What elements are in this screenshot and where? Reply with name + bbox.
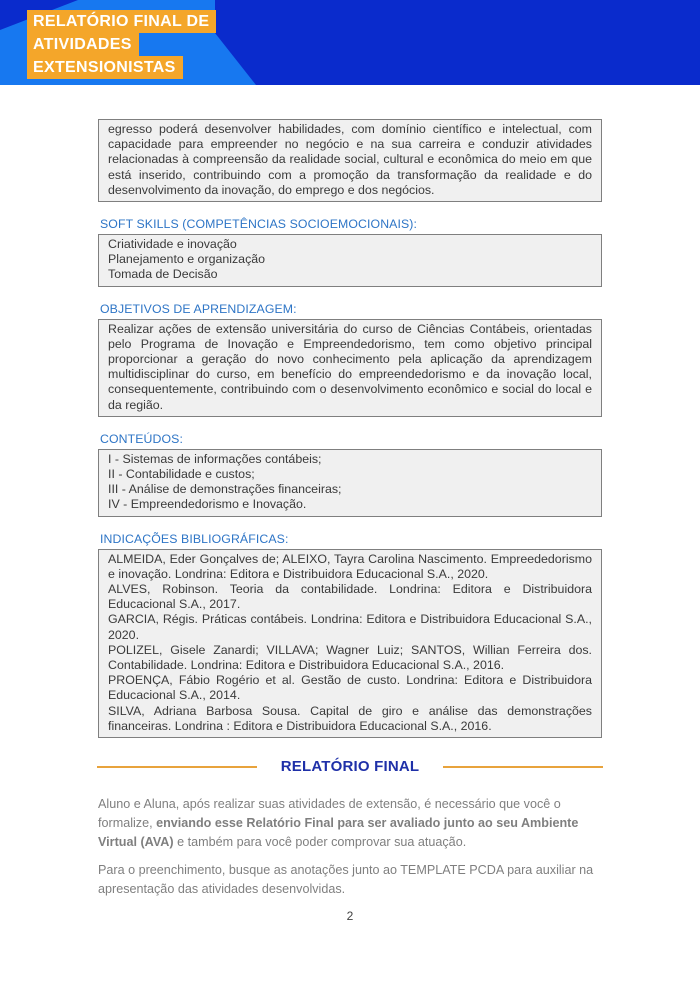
- footer-note-1-bold: enviando esse Relatório Final para ser avaliado junto ao seu Ambiente Virtual (AVA): [98, 816, 579, 850]
- section-contents: [98, 432, 602, 517]
- bibliography-entry: SILVA, Adriana Barbosa Sousa. Capital de giro e análise das demonstrações financeiras. Londrina : Editora e Distribuidora Educacional S.A., 2016.: [108, 703, 592, 733]
- footer-note-1-text-end: e também para você poder comprovar sua atuação.: [173, 835, 467, 850]
- section-soft-skills: [98, 217, 602, 287]
- soft-skills-box: [98, 234, 602, 287]
- footer-note-1: [98, 795, 602, 852]
- soft-skill-item: Criatividade e inovação: [108, 237, 237, 252]
- final-report-title: RELATÓRIO FINAL: [280, 758, 420, 776]
- footer-note-1-text: Aluno e Aluna, após realizar suas atividades de extensão, é necessário que você o formalize,: [98, 797, 561, 831]
- section-learning-objectives: [98, 302, 602, 417]
- bibliography-entry: ALVES, Robinson. Teoria da contabilidade. Londrina: Editora e Distribuidora Educacional S.A., 2017.: [108, 582, 592, 612]
- page-number: 2: [346, 909, 354, 924]
- content-item: II - Contabilidade e custos;: [108, 467, 255, 482]
- bibliography-box: [98, 549, 602, 738]
- final-report-divider: [98, 758, 602, 775]
- bibliography-entry: GARCIA, Régis. Práticas contábeis. Londrina: Editora e Distribuidora Educacional S.A., 2020.: [108, 612, 592, 642]
- contents-heading: CONTEÚDOS:: [100, 431, 183, 446]
- report-title-line-2: ATIVIDADES: [27, 33, 139, 56]
- soft-skills-heading: SOFT SKILLS (COMPETÊNCIAS SOCIOEMOCIONAIS):: [100, 217, 418, 232]
- bibliography-entry: ALMEIDA, Eder Gonçalves de; ALEIXO, Tayra Carolina Nascimento. Empreededorismo e inovação. Londrina: Editora e Distribuidora Educacional S.A., 2020.: [108, 551, 592, 581]
- content-item: I - Sistemas de informações contábeis;: [108, 451, 322, 466]
- report-title-line-3: EXTENSIONISTAS: [27, 56, 183, 79]
- content-column: [98, 119, 602, 899]
- intro-continuation-box: egresso poderá desenvolver habilidades, com domínio científico e intelectual, com capacidade para empreender no negócio e na sua carreira e conduzir atividades relacionadas à compreensão da realidade social, cultural e econômica do meio em que está inserido, contribuindo com a promoção da transformação da realidade e do desenvolvimento da inovação, do emprego e dos negócios.: [98, 119, 602, 202]
- learning-objectives-heading: OBJETIVOS DE APRENDIZAGEM:: [100, 301, 297, 316]
- footer-note-2: Para o preenchimento, busque as anotações junto ao TEMPLATE PCDA para auxiliar na apresentação das atividades desenvolvidas.: [98, 863, 594, 897]
- contents-box: [98, 449, 602, 517]
- bibliography-heading: INDICAÇÕES BIBLIOGRÁFICAS:: [100, 531, 289, 546]
- divider-line-left: [97, 766, 257, 768]
- learning-objectives-box: Realizar ações de extensão universitária do curso de Ciências Contábeis, orientadas pelo Programa de Inovação e Empreendedorismo, tem como objetivo principal proporcionar a geração do novo conhecimento pela aplicação da aprendizagem multidisciplinar do curso, em benefício do empreendedorismo e da inovação local, consequentemente, contribuindo com o desenvolvimento econômico e social do local e da região.: [98, 319, 602, 417]
- soft-skill-item: Tomada de Decisão: [108, 267, 218, 282]
- header-banner: [0, 0, 700, 85]
- divider-line-right: [443, 766, 603, 768]
- section-bibliography: [98, 532, 602, 738]
- report-title: [27, 10, 216, 79]
- bibliography-entry: PROENÇA, Fábio Rogério et al. Gestão de custo. Londrina: Editora e Distribuidora Educacional S.A., 2014.: [108, 673, 592, 703]
- content-item: III - Análise de demonstrações financeiras;: [108, 482, 342, 497]
- bibliography-entry: POLIZEL, Gisele Zanardi; VILLAVA; Wagner Luiz; SANTOS, Willian Ferreira dos. Contabilidade. Londrina: Editora e Distribuidora Educacional S.A., 2016.: [108, 642, 592, 673]
- soft-skill-item: Planejamento e organização: [108, 252, 266, 267]
- content-item: IV - Empreendedorismo e Inovação.: [108, 497, 307, 512]
- report-title-line-1: RELATÓRIO FINAL DE: [27, 10, 216, 33]
